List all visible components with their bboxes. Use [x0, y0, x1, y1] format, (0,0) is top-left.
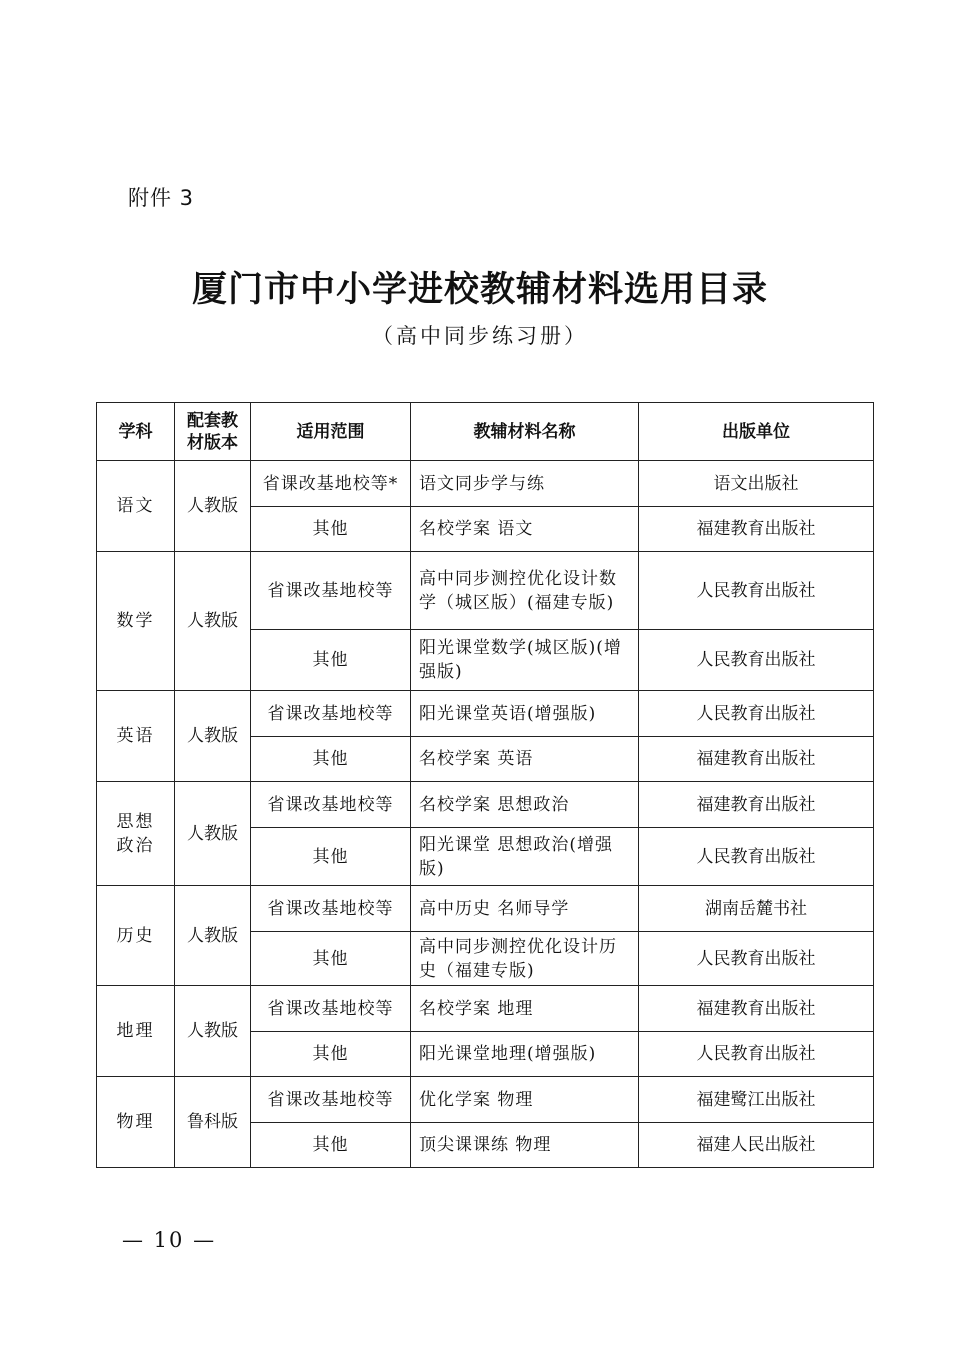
table-row — [97, 552, 874, 630]
edition-cell: 人教版 — [175, 461, 251, 552]
table-row — [97, 461, 874, 507]
header-material: 教辅材料名称 — [411, 403, 639, 461]
publisher-cell: 语文出版社 — [639, 461, 874, 507]
material-cell: 名校学案 语文 — [411, 507, 639, 552]
scope-cell: 省课改基地校等* — [251, 461, 411, 507]
material-cell: 阳光课堂英语(增强版) — [411, 691, 639, 737]
material-cell: 阳光课堂 思想政治(增强版) — [411, 828, 639, 886]
subject-cell: 物理 — [97, 1077, 175, 1168]
header-scope: 适用范围 — [251, 403, 411, 461]
material-cell: 高中同步测控优化设计历史（福建专版) — [411, 932, 639, 986]
table-row — [97, 986, 874, 1032]
material-cell: 高中同步测控优化设计数学（城区版）(福建专版) — [411, 552, 639, 630]
edition-cell: 人教版 — [175, 986, 251, 1077]
edition-cell: 人教版 — [175, 552, 251, 691]
page-subtitle: （高中同步练习册） — [372, 324, 588, 348]
catalog-table — [96, 402, 874, 1168]
publisher-cell: 人民教育出版社 — [639, 630, 874, 691]
page-title: 厦门市中小学进校教辅材料选用目录 — [191, 270, 768, 310]
scope-cell: 其他 — [251, 737, 411, 782]
material-cell: 高中历史 名师导学 — [411, 886, 639, 932]
scope-cell: 其他 — [251, 1032, 411, 1077]
edition-cell: 人教版 — [175, 691, 251, 782]
publisher-cell: 人民教育出版社 — [639, 828, 874, 886]
scope-cell: 省课改基地校等 — [251, 782, 411, 828]
material-cell: 名校学案 思想政治 — [411, 782, 639, 828]
publisher-cell: 福建教育出版社 — [639, 737, 874, 782]
table-row — [97, 782, 874, 828]
scope-cell: 其他 — [251, 630, 411, 691]
attachment-label: 附件 3 — [128, 186, 195, 210]
subject-cell: 数学 — [97, 552, 175, 691]
scope-cell: 其他 — [251, 828, 411, 886]
publisher-cell: 福建鹭江出版社 — [639, 1077, 874, 1123]
publisher-cell: 福建教育出版社 — [639, 507, 874, 552]
scope-cell: 其他 — [251, 932, 411, 986]
publisher-cell: 人民教育出版社 — [639, 552, 874, 630]
material-cell: 顶尖课课练 物理 — [411, 1123, 639, 1168]
publisher-cell: 福建教育出版社 — [639, 782, 874, 828]
table-row — [97, 691, 874, 737]
subject-cell: 地理 — [97, 986, 175, 1077]
material-cell: 优化学案 物理 — [411, 1077, 639, 1123]
scope-cell: 省课改基地校等 — [251, 886, 411, 932]
header-publisher: 出版单位 — [639, 403, 874, 461]
scope-cell: 省课改基地校等 — [251, 986, 411, 1032]
edition-cell: 人教版 — [175, 782, 251, 886]
scope-cell: 省课改基地校等 — [251, 1077, 411, 1123]
material-cell: 阳光课堂数学(城区版)(增强版) — [411, 630, 639, 691]
header-subject: 学科 — [97, 403, 175, 461]
edition-cell: 鲁科版 — [175, 1077, 251, 1168]
table-row — [97, 886, 874, 932]
scope-cell: 省课改基地校等 — [251, 552, 411, 630]
subject-cell: 语文 — [97, 461, 175, 552]
publisher-cell: 福建教育出版社 — [639, 986, 874, 1032]
scope-cell: 其他 — [251, 507, 411, 552]
header-edition: 配套教材版本 — [175, 403, 251, 461]
table-row — [97, 1077, 874, 1123]
publisher-cell: 人民教育出版社 — [639, 691, 874, 737]
publisher-cell: 湖南岳麓书社 — [639, 886, 874, 932]
publisher-cell: 人民教育出版社 — [639, 932, 874, 986]
scope-cell: 其他 — [251, 1123, 411, 1168]
subject-cell: 英语 — [97, 691, 175, 782]
header-row — [97, 403, 874, 461]
material-cell: 名校学案 地理 — [411, 986, 639, 1032]
scope-cell: 省课改基地校等 — [251, 691, 411, 737]
publisher-cell: 福建人民出版社 — [639, 1123, 874, 1168]
publisher-cell: 人民教育出版社 — [639, 1032, 874, 1077]
material-cell: 名校学案 英语 — [411, 737, 639, 782]
subject-cell: 思想政治 — [97, 782, 175, 886]
edition-cell: 人教版 — [175, 886, 251, 986]
material-cell: 阳光课堂地理(增强版) — [411, 1032, 639, 1077]
material-cell: 语文同步学与练 — [411, 461, 639, 507]
subject-cell: 历史 — [97, 886, 175, 986]
page-number: — 10 — — [122, 1228, 217, 1252]
